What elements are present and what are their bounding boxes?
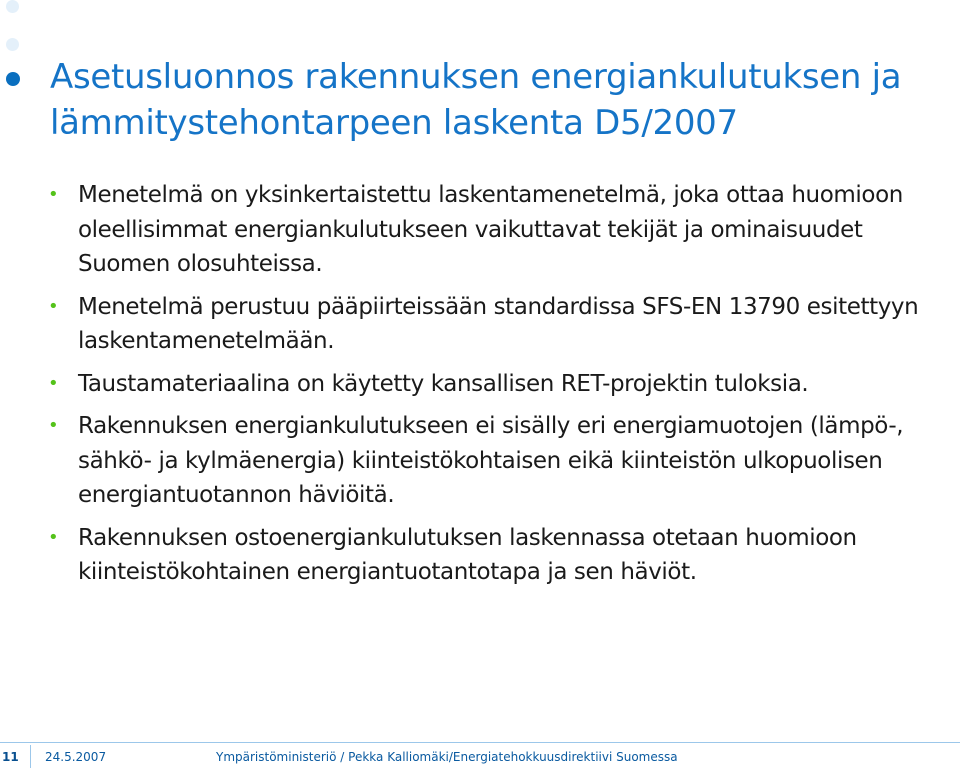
footer-divider-line xyxy=(0,742,960,743)
slide-date: 24.5.2007 xyxy=(45,750,107,764)
title-marker-dot-icon xyxy=(6,72,20,86)
bullet-item xyxy=(48,521,956,590)
footer-number-divider xyxy=(30,745,31,768)
bullet-text: Menetelmä perustuu pääpiirteissään standardissa SFS-EN 13790 esitettyyn laskentamenetelmään. xyxy=(78,293,919,354)
bullet-item xyxy=(48,409,956,513)
slide-number: 11 xyxy=(2,750,19,764)
bullet-icon: • xyxy=(48,295,59,317)
slide-title: Asetusluonnos rakennuksen energiankulutuksen ja lämmitystehontarpeen laskenta D5/2007 xyxy=(50,57,902,143)
decorative-dot-icon xyxy=(6,38,19,51)
decorative-dot-icon xyxy=(6,0,19,13)
bullet-icon: • xyxy=(48,526,59,548)
bullet-item xyxy=(48,367,956,402)
bullet-icon: • xyxy=(48,415,59,436)
bullet-icon: • xyxy=(48,184,59,205)
bullet-icon: • xyxy=(48,372,59,394)
bullet-text: Taustamateriaalina on käytetty kansallisen RET-projektin tuloksia. xyxy=(78,370,809,397)
bullet-text: Rakennuksen ostoenergiankulutuksen laskennassa otetaan huomioon kiinteistökohtainen energiantuotantotapa ja sen häviöt. xyxy=(78,524,857,585)
bullet-item xyxy=(48,290,956,359)
bullet-item xyxy=(48,178,956,282)
bullet-text: Menetelmä on yksinkertaistettu laskentamenetelmä, joka ottaa huomioon oleellisimmat energiankulutukseen vaikuttavat tekijät ja ominaisuudet Suomen olosuhteissa. xyxy=(78,182,903,277)
bullet-list xyxy=(48,178,956,598)
slide-credit: Ympäristöministeriö / Pekka Kalliomäki/Energiatehokkuusdirektiivi Suomessa xyxy=(216,750,678,764)
bullet-text: Rakennuksen energiankulutukseen ei sisälly eri energiamuotojen (lämpö-, sähkö- ja kylmäenergia) kiinteistökohtaisen eikä kiinteistön ulkopuolisen energiantuotannon häviöitä. xyxy=(78,413,904,508)
